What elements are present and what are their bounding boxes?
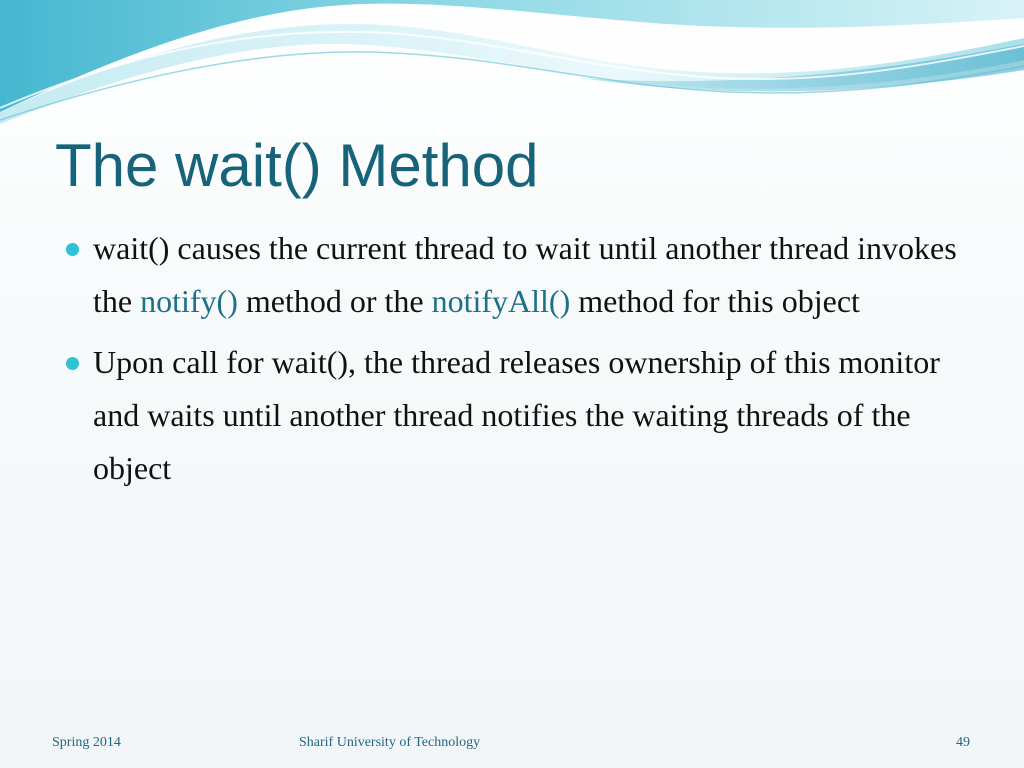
bullet-dot-icon xyxy=(66,243,79,256)
bullet-dot-icon xyxy=(66,357,79,370)
header-wave-decoration xyxy=(0,0,1024,125)
slide-number: 49 xyxy=(956,735,970,750)
keyword-notify: notify() xyxy=(140,283,238,319)
bullet-text: method or the xyxy=(237,283,432,319)
bullet-item xyxy=(66,336,966,495)
bullet-text: method for this object xyxy=(570,283,860,319)
bullet-list xyxy=(66,222,966,503)
bullet-text: wait() causes the current thread to wait until another thread invokes the xyxy=(93,230,957,319)
footer-institution: Sharif University of Technology xyxy=(299,735,481,750)
footer-date: Spring 2014 xyxy=(52,735,121,750)
bullet-text: Upon call for wait(), the thread releases ownership of this monitor and waits until another thread notifies the waiting threads of the object xyxy=(93,344,940,486)
slide-title: The wait() Method xyxy=(55,132,539,199)
bullet-item xyxy=(66,222,966,328)
keyword-notifyall: notifyAll() xyxy=(431,283,571,319)
